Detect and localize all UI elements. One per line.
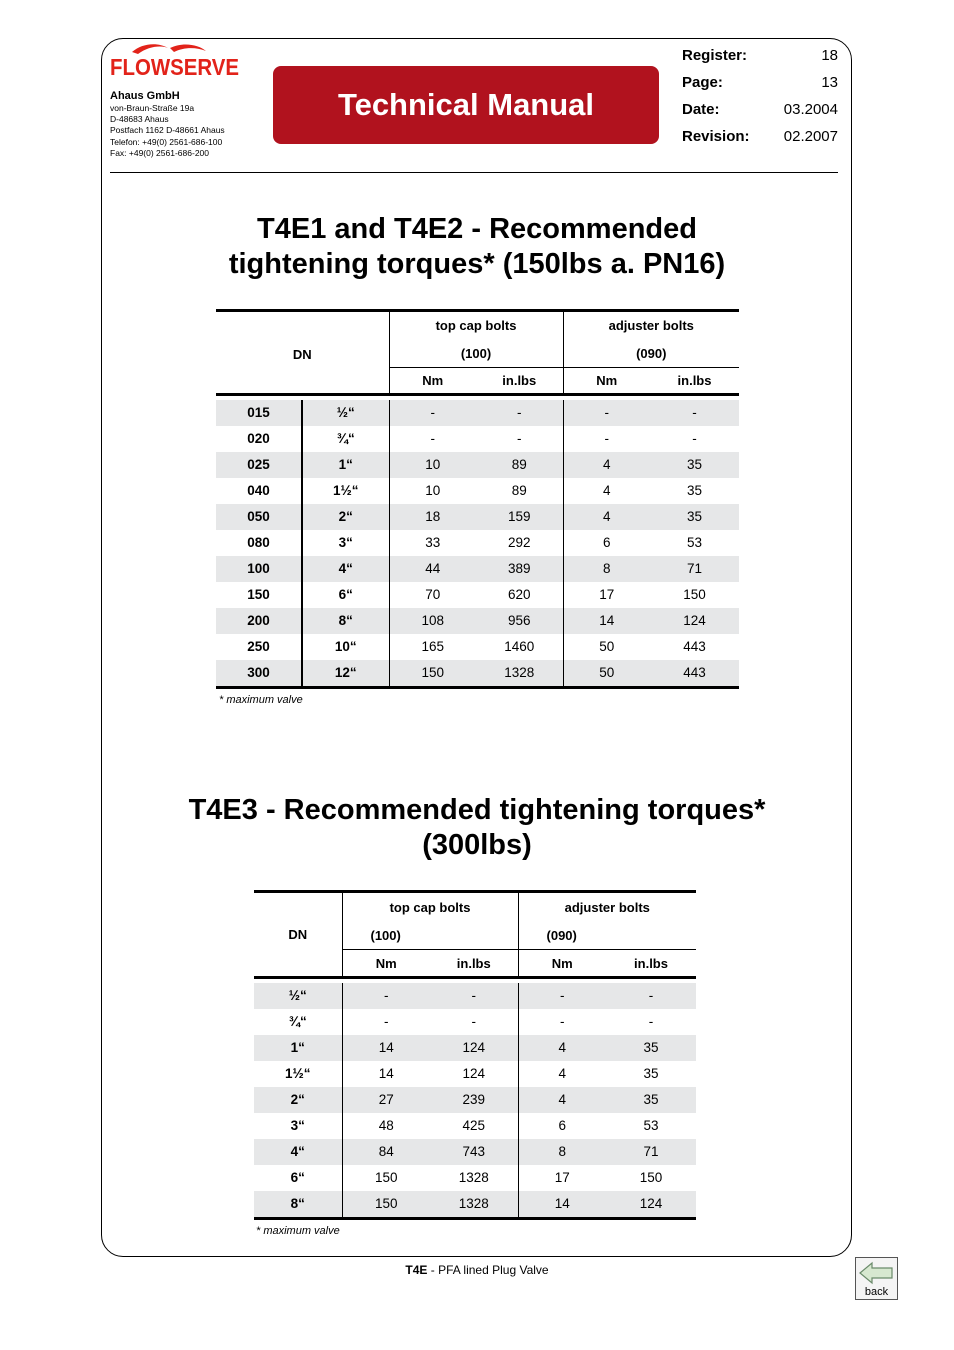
table-cell: 70 [425, 587, 441, 602]
table-cell: 14 [378, 1066, 394, 1081]
table-cell: - [430, 405, 435, 420]
table-cell: 250 [216, 634, 302, 660]
table-row [216, 582, 739, 608]
table-cell: 124 [430, 1035, 518, 1061]
table-cell: 8“ [302, 608, 389, 634]
meta-label: Date: [682, 101, 720, 118]
table-row [216, 452, 739, 478]
address-line: D-48683 Ahaus [110, 114, 169, 125]
torque-table-300lbs [254, 890, 696, 1220]
table-cell: 150 [421, 665, 445, 681]
table-cell: 292 [476, 530, 563, 556]
inlbs-header: in.lbs [634, 955, 668, 971]
table-cell: 2“ [254, 1087, 342, 1113]
table-cell: 18 [425, 509, 441, 524]
table-cell: 84 [378, 1144, 394, 1159]
table-cell: 4“ [302, 556, 389, 582]
table-cell: 015 [216, 400, 302, 426]
table-cell: 35 [643, 1092, 659, 1107]
table-cell: 150 [216, 582, 302, 608]
table-cell: 10 [425, 457, 441, 472]
table-cell: 89 [476, 452, 563, 478]
title-banner: Technical Manual [273, 66, 659, 144]
table-cell: 12“ [302, 660, 389, 688]
back-button[interactable] [855, 1257, 898, 1300]
table-row [254, 983, 696, 1009]
table-row [254, 1087, 696, 1113]
table-cell: 1460 [476, 634, 563, 660]
table-cell: 8 [603, 561, 611, 576]
table-cell: 89 [476, 478, 563, 504]
table-cell: 4 [558, 1066, 567, 1081]
table-row [216, 556, 739, 582]
table-row [216, 478, 739, 504]
table-cell: 4 [558, 1092, 567, 1107]
inlbs-header: in.lbs [677, 373, 712, 388]
company-name: Ahaus GmbH [110, 90, 180, 102]
table-cell: 108 [421, 613, 445, 628]
table-cell: - [648, 1014, 654, 1029]
table-cell: 17 [554, 1170, 570, 1185]
inlbs-header: in.lbs [476, 368, 563, 395]
table-cell: - [604, 405, 610, 420]
document-meta [682, 44, 838, 152]
table-cell: 124 [639, 1196, 663, 1212]
dn-header: DN [254, 892, 342, 950]
table-row [216, 400, 739, 426]
footer-product-name: - PFA lined Plug Valve [427, 1263, 549, 1277]
adjuster-code: (090) [563, 340, 739, 368]
table-cell: - [476, 426, 563, 452]
table-cell: 14 [378, 1040, 394, 1055]
table-row [254, 1139, 696, 1165]
table-cell: 150 [374, 1170, 398, 1185]
meta-label: Register: [682, 47, 748, 64]
meta-page [682, 71, 838, 98]
dn-header: DN [216, 311, 389, 368]
table-cell: 35 [687, 483, 703, 498]
table-cell: 35 [687, 509, 703, 524]
table-cell: 4 [603, 457, 611, 472]
table-cell: 1“ [302, 452, 389, 478]
table-cell: 124 [683, 613, 706, 628]
meta-value: 03.2004 [783, 101, 838, 118]
address-line: Fax: +49(0) 2561-686-200 [110, 147, 209, 158]
table-row [254, 1035, 696, 1061]
table-cell: 8 [558, 1144, 567, 1159]
table-cell: 4 [558, 1040, 567, 1055]
meta-register [682, 44, 838, 71]
torque-table-150lbs [216, 309, 739, 689]
table-cell: ½“ [302, 400, 389, 426]
table-cell: 14 [554, 1196, 570, 1212]
table-cell: - [648, 988, 654, 1003]
table-cell: 443 [683, 665, 706, 681]
section1-title-line1: T4E1 and T4E2 - Recommended [257, 213, 697, 245]
table-cell: - [384, 988, 389, 1003]
table-cell: 35 [643, 1066, 659, 1081]
back-label: back [864, 1286, 889, 1298]
table-cell: 150 [374, 1196, 398, 1212]
section1-title-line2: tightening torques* (150lbs a. PN16) [228, 248, 726, 280]
footer-product-code: T4E [405, 1263, 428, 1277]
meta-value: 13 [821, 74, 838, 91]
adjuster-header: adjuster bolts [563, 311, 739, 340]
table-cell: 6 [558, 1118, 567, 1133]
footnote: * maximum valve [256, 1225, 340, 1237]
table-cell: ½“ [254, 983, 342, 1009]
section2-title-line2: (300lbs) [422, 829, 532, 861]
table-cell: 1328 [476, 660, 563, 688]
table-cell: 425 [430, 1113, 518, 1139]
section2-title [120, 793, 834, 863]
table-cell: 35 [643, 1040, 659, 1055]
table-cell: 44 [425, 561, 441, 576]
table-cell: 4 [603, 483, 611, 498]
adjuster-header: adjuster bolts [518, 892, 696, 922]
meta-revision [682, 125, 838, 152]
table-cell: 050 [216, 504, 302, 530]
table-cell: 020 [216, 426, 302, 452]
table-cell: 35 [687, 457, 703, 472]
flowserve-logo [110, 42, 240, 82]
table-cell: 389 [476, 556, 563, 582]
company-address [110, 90, 225, 159]
table-cell: - [560, 988, 565, 1003]
table-row [216, 530, 739, 556]
table-cell: 1328 [430, 1165, 518, 1191]
table-cell: 3“ [302, 530, 389, 556]
table-cell: 6“ [302, 582, 389, 608]
address-line: Postfach 1162 D-48661 Ahaus [110, 125, 225, 136]
table-cell: ¾“ [302, 426, 389, 452]
meta-label: Revision: [682, 128, 750, 145]
table-row [216, 426, 739, 452]
table-cell: 040 [216, 478, 302, 504]
table-cell: 1½“ [302, 478, 389, 504]
table-cell: 53 [643, 1118, 659, 1133]
meta-value: 18 [821, 47, 838, 64]
nm-header: Nm [375, 955, 397, 971]
table-cell: 1328 [430, 1191, 518, 1219]
table-cell: 150 [639, 1170, 663, 1185]
table-row [216, 504, 739, 530]
table-row [216, 634, 739, 660]
table-cell: 53 [687, 535, 703, 550]
table-cell: - [692, 405, 697, 420]
table-cell: ¾“ [254, 1009, 342, 1035]
address-line: Telefon: +49(0) 2561-686-100 [110, 136, 223, 147]
page-footer [0, 1263, 954, 1277]
table-row [254, 1113, 696, 1139]
table-cell: 4 [603, 509, 611, 524]
table-row [254, 1165, 696, 1191]
table-cell: 17 [599, 587, 615, 602]
table-cell: 1“ [254, 1035, 342, 1061]
table-cell: 50 [599, 665, 615, 681]
table-cell: 620 [476, 582, 563, 608]
table-cell: - [604, 431, 610, 446]
table-cell: 10“ [302, 634, 389, 660]
table-cell: 27 [378, 1092, 394, 1107]
table-cell: 4“ [254, 1139, 342, 1165]
table-row [216, 608, 739, 634]
table-cell: 100 [216, 556, 302, 582]
table-cell: - [430, 1009, 518, 1035]
table-cell: - [560, 1014, 565, 1029]
table-cell: 080 [216, 530, 302, 556]
table-cell: 33 [425, 535, 441, 550]
section1-title [120, 212, 834, 282]
table-cell: 6 [603, 535, 611, 550]
table-cell: 48 [378, 1118, 394, 1133]
dn-header-spacer [254, 950, 342, 978]
table-cell: 239 [430, 1087, 518, 1113]
nm-header: Nm [551, 955, 573, 971]
header-divider [110, 172, 838, 173]
table-cell: - [430, 431, 435, 446]
table-cell: - [384, 1014, 389, 1029]
address-line: von-Braun-Straße 19a [110, 103, 195, 113]
table-cell: - [476, 400, 563, 426]
table-cell: 6“ [254, 1165, 342, 1191]
table-cell: 124 [430, 1061, 518, 1087]
meta-value: 02.2007 [783, 128, 838, 145]
logo-text: FLOWSERVE [110, 54, 239, 80]
table-cell: 443 [683, 639, 706, 654]
table-cell: 150 [683, 587, 706, 602]
table-cell: - [430, 983, 518, 1009]
table-cell: 71 [643, 1144, 659, 1159]
inlbs-header: in.lbs [430, 950, 518, 978]
table-cell: 1½“ [254, 1061, 342, 1087]
meta-date [682, 98, 838, 125]
table-cell: 743 [430, 1139, 518, 1165]
table-cell: 2“ [302, 504, 389, 530]
table-row [254, 1009, 696, 1035]
top-cap-code: (100) [389, 340, 563, 368]
table-cell: 165 [421, 639, 445, 654]
table-cell: 10 [425, 483, 441, 498]
footnote: * maximum valve [219, 694, 303, 706]
table-cell: 159 [476, 504, 563, 530]
table-cell: 50 [599, 639, 615, 654]
nm-header: Nm [422, 373, 444, 388]
adjuster-code: (090) [518, 922, 696, 950]
nm-header: Nm [596, 373, 618, 388]
table-row [216, 660, 739, 688]
table-cell: 14 [599, 613, 615, 628]
section2-title-line1: T4E3 - Recommended tightening torques* [188, 794, 766, 826]
table-cell: 3“ [254, 1113, 342, 1139]
table-row [254, 1061, 696, 1087]
table-cell: 300 [216, 660, 302, 688]
top-cap-code: (100) [342, 922, 518, 950]
table-cell: 71 [687, 561, 703, 576]
table-cell: 8“ [254, 1191, 342, 1219]
table-cell: 025 [216, 452, 302, 478]
top-cap-header: top cap bolts [389, 311, 563, 340]
top-cap-header: top cap bolts [342, 892, 518, 922]
table-row [254, 1191, 696, 1219]
meta-label: Page: [682, 74, 723, 91]
table-cell: 956 [476, 608, 563, 634]
table-cell: 200 [216, 608, 302, 634]
dn-header-spacer [216, 368, 389, 395]
table-cell: - [692, 431, 697, 446]
back-arrow-icon [856, 1259, 897, 1287]
